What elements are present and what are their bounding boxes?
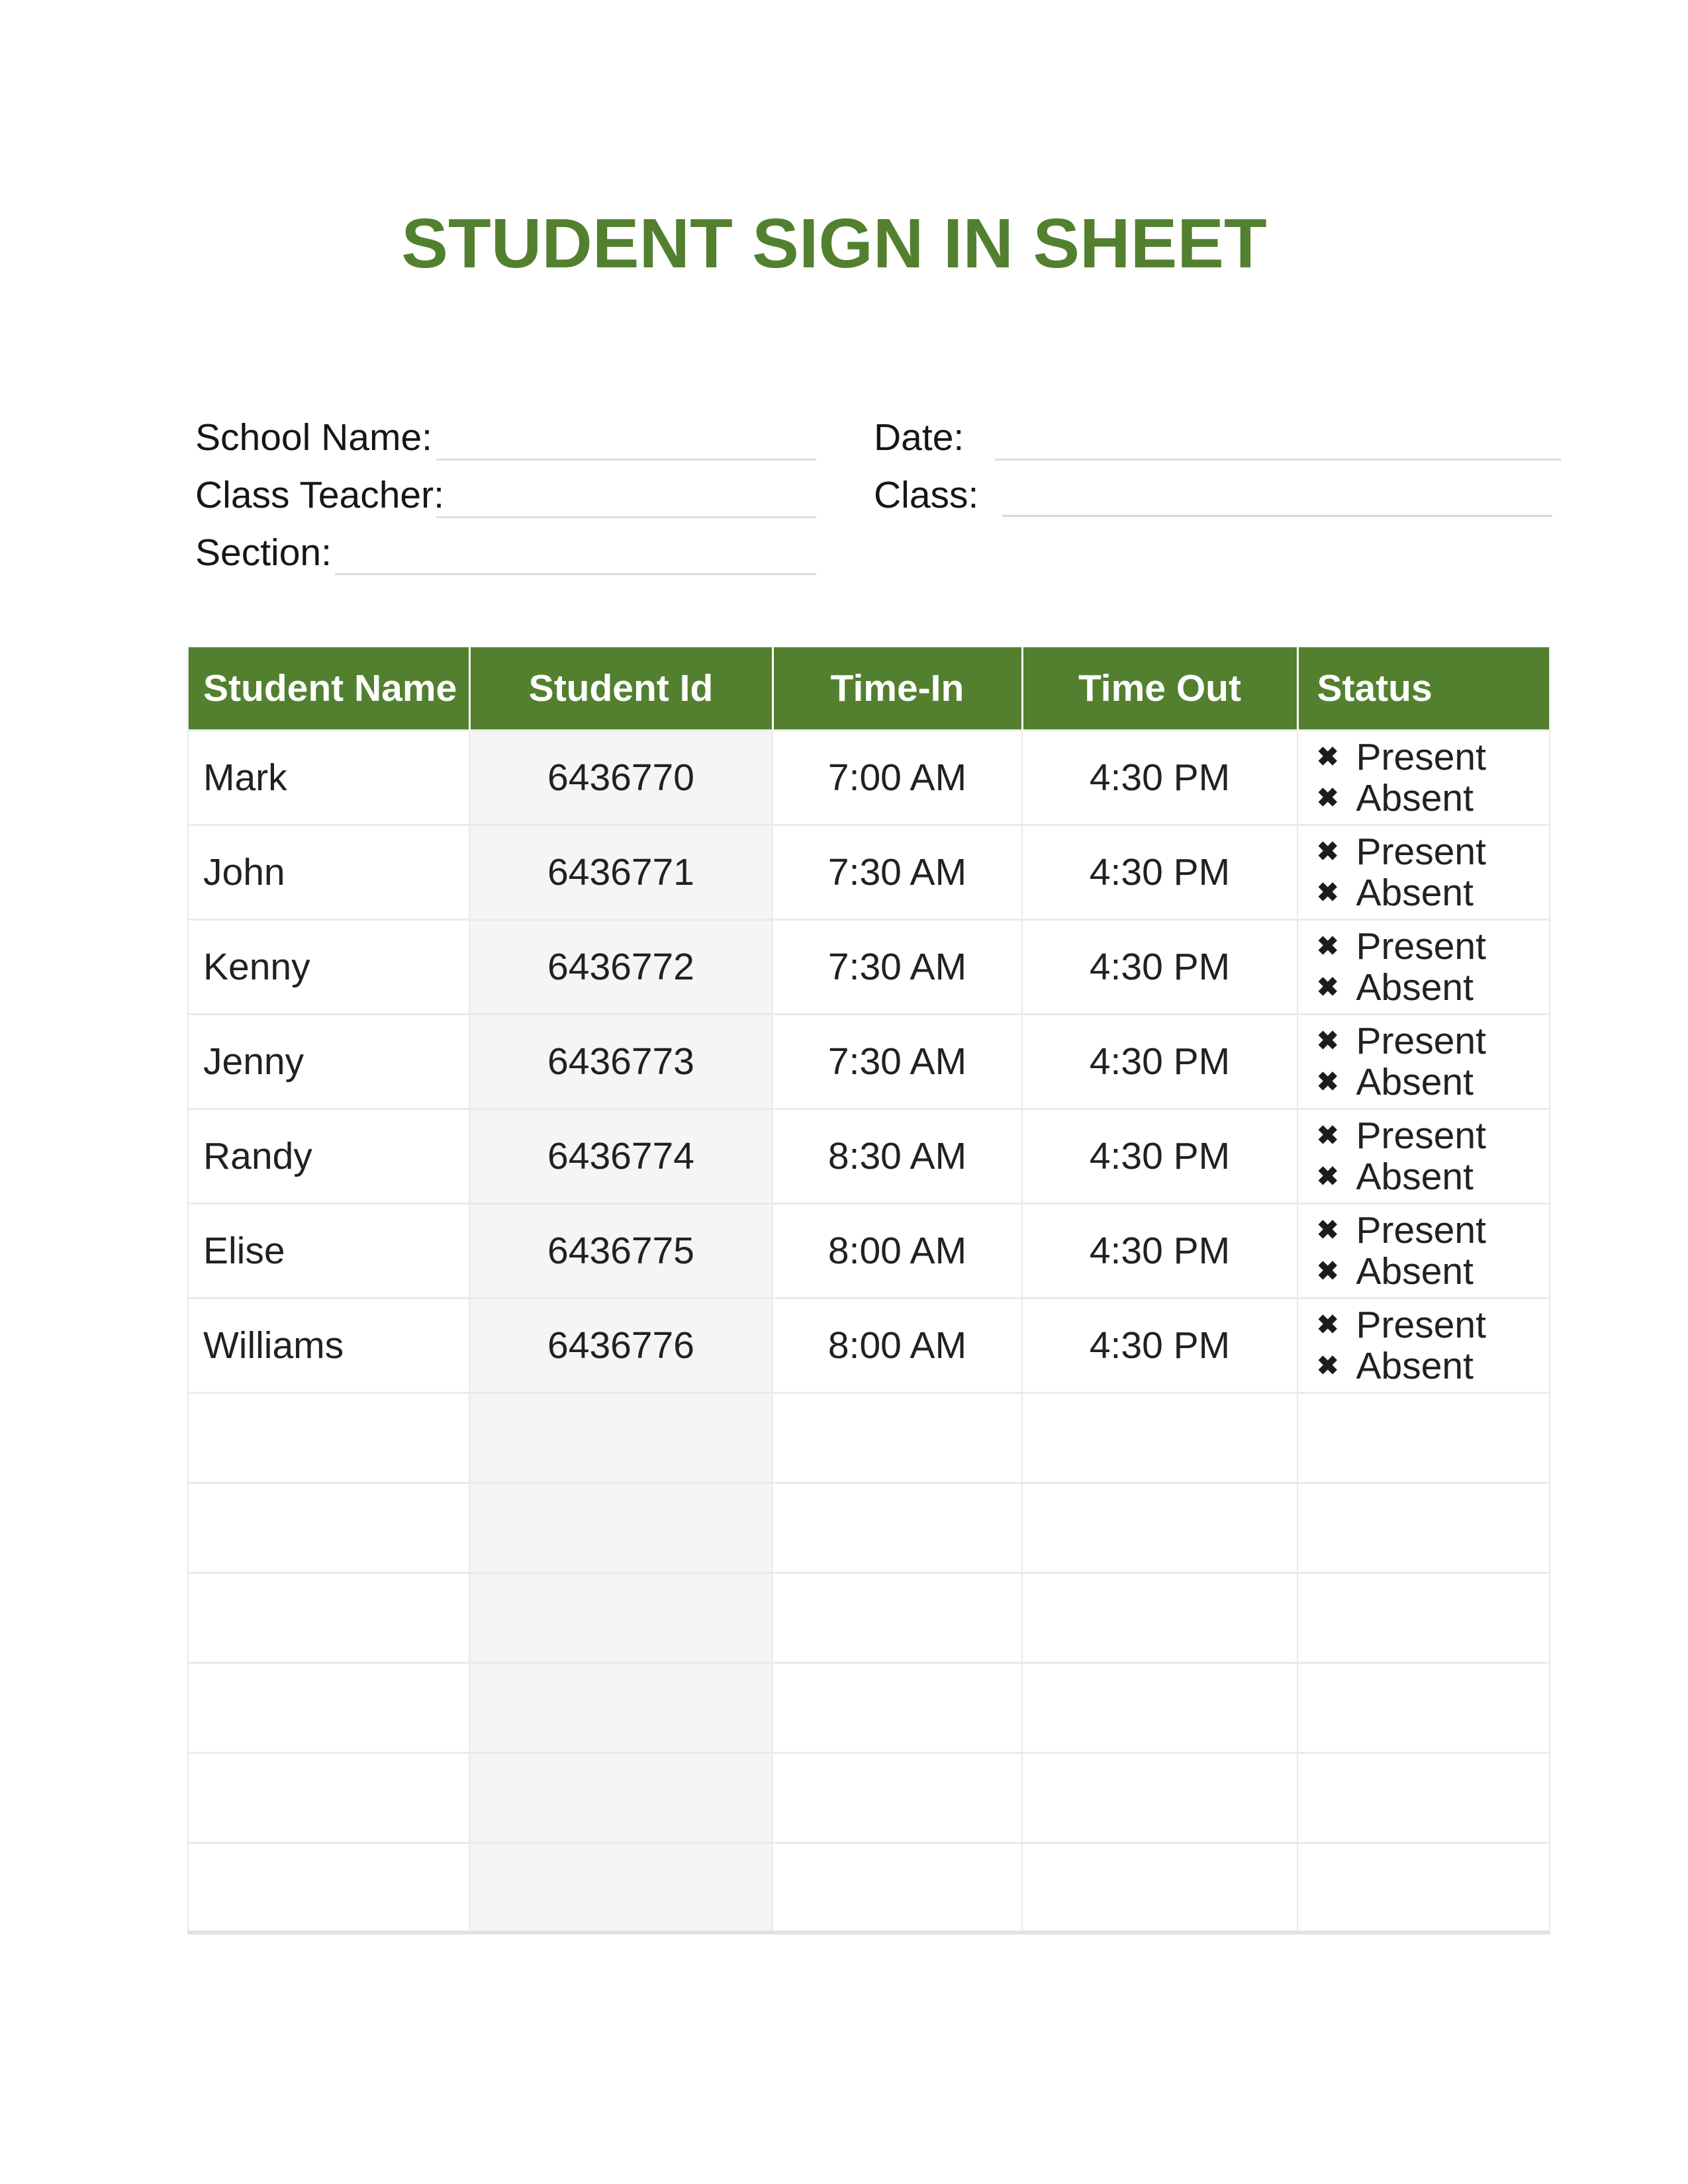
time-out-cell: 4:30 PM [1022,730,1297,825]
status-present-label: Present [1356,925,1486,968]
time-in-cell-empty [773,1662,1022,1752]
time-in-cell: 7:00 AM [773,730,1022,825]
status-cell-empty [1297,1843,1550,1933]
status-cell-empty [1297,1392,1550,1482]
status-present-label: Present [1356,1019,1486,1062]
x-mark-icon: ✖ [1317,783,1339,813]
student-id-cell-empty [469,1392,773,1482]
status-absent-option[interactable] [1317,1251,1549,1292]
student-name-cell-empty [188,1752,469,1843]
table-row [188,825,1550,919]
status-absent-option[interactable] [1317,778,1549,819]
time-in-cell-empty [773,1752,1022,1843]
table-row [188,1298,1550,1392]
status-cell [1297,730,1550,825]
student-id-cell: 6436771 [469,825,773,919]
time-out-cell-empty [1022,1843,1297,1933]
x-mark-icon: ✖ [1317,1026,1339,1056]
time-in-cell-empty [773,1572,1022,1662]
student-name-cell: Mark [188,730,469,825]
time-out-cell: 4:30 PM [1022,1203,1297,1298]
school-name-input-line[interactable] [436,459,816,461]
time-out-cell: 4:30 PM [1022,1298,1297,1392]
student-id-cell: 6436770 [469,730,773,825]
status-cell-empty [1297,1572,1550,1662]
student-id-cell-empty [469,1482,773,1572]
student-name-cell: Randy [188,1109,469,1203]
status-absent-option[interactable] [1317,1156,1549,1197]
x-mark-icon: ✖ [1317,972,1339,1002]
student-id-cell-empty [469,1572,773,1662]
time-out-cell-empty [1022,1572,1297,1662]
time-in-cell: 7:30 AM [773,919,1022,1014]
time-out-cell-empty [1022,1752,1297,1843]
header-status: Status [1297,647,1550,730]
student-name-cell-empty [188,1662,469,1752]
sign-in-table [187,647,1550,1934]
status-absent-label: Absent [1356,776,1474,819]
empty-table-row [188,1482,1550,1572]
x-mark-icon: ✖ [1317,742,1339,772]
table-row [188,919,1550,1014]
table-row [188,1203,1550,1298]
status-present-label: Present [1356,1114,1486,1157]
student-id-cell-empty [469,1843,773,1933]
x-mark-icon: ✖ [1317,1120,1339,1150]
status-present-option[interactable] [1317,926,1549,967]
empty-table-row [188,1843,1550,1933]
x-mark-icon: ✖ [1317,1351,1339,1381]
time-in-cell: 8:00 AM [773,1203,1022,1298]
time-in-cell-empty [773,1392,1022,1482]
student-name-cell-empty [188,1572,469,1662]
student-id-cell-empty [469,1662,773,1752]
status-absent-label: Absent [1356,871,1474,914]
x-mark-icon: ✖ [1317,837,1339,866]
status-cell [1297,825,1550,919]
status-cell-empty [1297,1752,1550,1843]
status-cell [1297,919,1550,1014]
status-present-label: Present [1356,735,1486,778]
status-cell [1297,1298,1550,1392]
status-present-option[interactable] [1317,737,1549,778]
status-absent-option[interactable] [1317,872,1549,913]
table-header-row [188,647,1550,730]
time-out-cell-empty [1022,1482,1297,1572]
time-out-cell: 4:30 PM [1022,825,1297,919]
student-name-cell-empty [188,1392,469,1482]
class-teacher-input-line[interactable] [436,516,816,518]
empty-table-row [188,1572,1550,1662]
status-absent-label: Absent [1356,1250,1474,1293]
table-row [188,730,1550,825]
status-absent-label: Absent [1356,1060,1474,1103]
time-out-cell: 4:30 PM [1022,1109,1297,1203]
time-in-cell: 8:00 AM [773,1298,1022,1392]
header-student-name: Student Name [188,647,469,730]
table-row [188,1109,1550,1203]
status-present-option[interactable] [1317,831,1549,872]
status-present-option[interactable] [1317,1021,1549,1062]
section-input-line[interactable] [335,573,816,575]
student-name-cell: Elise [188,1203,469,1298]
date-input-line[interactable] [995,459,1561,461]
empty-table-row [188,1392,1550,1482]
x-mark-icon: ✖ [1317,931,1339,961]
time-in-cell-empty [773,1482,1022,1572]
student-name-cell: Jenny [188,1014,469,1109]
student-name-cell: John [188,825,469,919]
time-out-cell: 4:30 PM [1022,1014,1297,1109]
student-name-cell-empty [188,1482,469,1572]
class-input-line[interactable] [1002,515,1552,517]
class-label: Class: [874,474,979,516]
x-mark-icon: ✖ [1317,878,1339,907]
x-mark-icon: ✖ [1317,1310,1339,1340]
time-in-cell-empty [773,1843,1022,1933]
student-name-cell: Kenny [188,919,469,1014]
status-present-label: Present [1356,1208,1486,1251]
status-cell [1297,1109,1550,1203]
time-out-cell-empty [1022,1662,1297,1752]
page-title: STUDENT SIGN IN SHEET [401,205,1267,283]
status-present-option[interactable] [1317,1115,1549,1156]
status-cell [1297,1203,1550,1298]
status-cell-empty [1297,1482,1550,1572]
time-in-cell: 8:30 AM [773,1109,1022,1203]
student-name-cell: Williams [188,1298,469,1392]
status-present-label: Present [1356,830,1486,873]
status-absent-label: Absent [1356,1155,1474,1198]
empty-table-row [188,1752,1550,1843]
time-in-cell: 7:30 AM [773,1014,1022,1109]
status-absent-label: Absent [1356,966,1474,1009]
date-label: Date: [874,416,964,459]
status-present-option[interactable] [1317,1210,1549,1251]
x-mark-icon: ✖ [1317,1161,1339,1191]
time-in-cell: 7:30 AM [773,825,1022,919]
x-mark-icon: ✖ [1317,1256,1339,1286]
status-present-label: Present [1356,1303,1486,1346]
student-id-cell: 6436776 [469,1298,773,1392]
student-id-cell: 6436772 [469,919,773,1014]
status-cell-empty [1297,1662,1550,1752]
status-absent-option[interactable] [1317,967,1549,1008]
student-id-cell: 6436775 [469,1203,773,1298]
header-time-in: Time-In [773,647,1022,730]
empty-table-row [188,1662,1550,1752]
class-teacher-label: Class Teacher: [195,474,444,516]
header-student-id: Student Id [469,647,773,730]
time-out-cell: 4:30 PM [1022,919,1297,1014]
status-present-option[interactable] [1317,1304,1549,1345]
status-absent-option[interactable] [1317,1345,1549,1387]
school-name-label: School Name: [195,416,433,459]
student-id-cell: 6436774 [469,1109,773,1203]
status-absent-option[interactable] [1317,1062,1549,1103]
x-mark-icon: ✖ [1317,1067,1339,1097]
status-cell [1297,1014,1550,1109]
section-label: Section: [195,531,332,574]
student-name-cell-empty [188,1843,469,1933]
header-time-out: Time Out [1022,647,1297,730]
student-id-cell-empty [469,1752,773,1843]
time-out-cell-empty [1022,1392,1297,1482]
status-absent-label: Absent [1356,1344,1474,1387]
student-id-cell: 6436773 [469,1014,773,1109]
table-row [188,1014,1550,1109]
x-mark-icon: ✖ [1317,1215,1339,1245]
